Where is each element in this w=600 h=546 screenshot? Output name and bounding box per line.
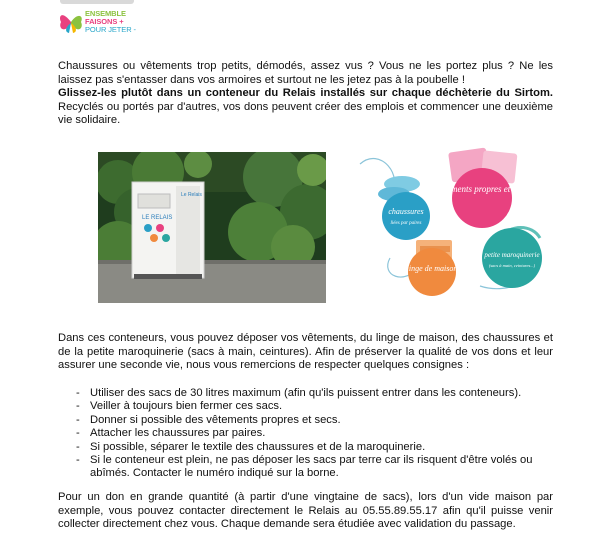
category-chaussures-label: chaussures [388,207,424,216]
consignes-list [76,387,554,481]
category-maroquinerie-sub: (sacs à main, ceintures...) [488,263,536,268]
logo-top-bar [60,0,134,4]
category-maroquinerie-label: petite maroquinerie [484,251,540,259]
category-chaussures-sub: liées par paires [390,221,422,226]
container-side-label: Le Relais [181,192,202,198]
list-item: - Si le conteneur est plein, ne pas déposer les sacs par terre car ils risquent d'être volés ou abîmés. Contacter le numéro indiqué sur la borne. [76,454,533,480]
category-chaussures [378,176,430,240]
category-vetements [436,148,528,228]
logo-line-2: FAISONS + [85,17,124,26]
ensemble-logo [58,0,168,40]
intro-paragraph [58,60,553,128]
contact-paragraph: Pour un don en grande quantité (à partir d'une vingtaine de sacs), lors d'un vide maison par exemple, vous pouvez contacter directement le Relais au 05.55.89.55.17 afin qu'il puisse venir collecter directement chez vous. Chaque demande sera étudiée avec validation du passage. [58,491,553,531]
relais-container-photo [98,152,326,303]
logo-line-3: POUR JETER - [85,25,136,34]
intro-bold-text: Glissez-les plutôt dans un conteneur du Relais installés sur chaque déchèterie du Sirtom. [58,87,553,100]
list-item: - Si possible, séparer le textile des chaussures et de la maroquinerie. [76,440,426,453]
butterfly-icon [58,8,84,36]
logo-line-1: ENSEMBLE [85,9,126,18]
list-item: - Utiliser des sacs de 30 litres maximum (afin qu'ils puissent entrer dans les conteneurs). [76,387,522,399]
consignes-paragraph: Dans ces conteneurs, vous pouvez déposer vos vêtements, du linge de maison, des chaussures et de la petite maroquinerie (sacs à main, ceintures). Afin de préserver la qualité de vos dons et leur assurer une seconde vie, nous vous remercions de respecter quelques consignes : [58,332,553,372]
category-vetements-label: vêtements propres et secs [436,184,528,194]
category-linge-label: linge de maison [406,264,458,273]
intro-tail-text: Recyclés ou portés par d'autres, vos dons peuvent créer des emplois et commencer une deuxième vie solidaire. [58,100,553,127]
list-item: - Donner si possible des vêtements propres et secs. [76,413,341,426]
donation-categories-illustration [350,146,555,298]
logo-text [85,10,136,34]
list-item: - Veiller à toujours bien fermer ces sacs. [76,400,283,413]
list-item: - Attacher les chaussures par paires. [76,427,266,440]
category-maroquinerie [482,228,542,289]
container-label: LE RELAIS [142,215,173,221]
intro-text: Chaussures ou vêtements trop petits, démodés, assez vus ? Vous ne les portez plus ? Ne les laissez pas s'entasser dans vos armoires et surtout ne les jetez pas à la poubelle ! [58,60,553,86]
category-linge [407,240,458,296]
